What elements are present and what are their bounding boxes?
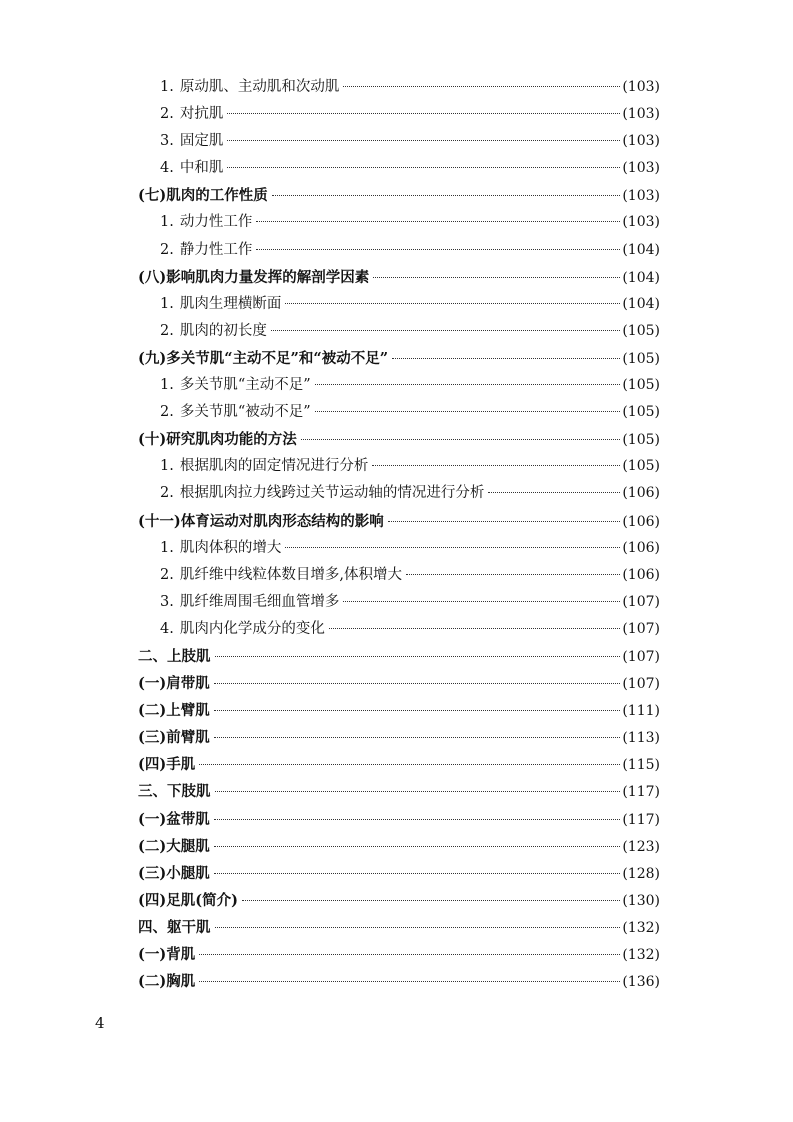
toc-entry[interactable] [138, 887, 660, 914]
toc-entry-page: (132) [622, 947, 660, 963]
toc-entry[interactable] [138, 724, 660, 751]
toc-entry-page: (105) [622, 432, 660, 449]
dot-leader [343, 86, 620, 87]
toc-entry[interactable] [138, 453, 660, 480]
toc-entry-page: (111) [622, 703, 660, 720]
toc-entry-number: 1. [160, 377, 174, 394]
toc-entry-page: (105) [622, 377, 660, 394]
dot-leader [199, 954, 620, 955]
toc-entry-page: (106) [622, 539, 660, 556]
toc-entry-title: 肌肉内化学成分的变化 [179, 620, 325, 637]
dot-leader [214, 737, 621, 738]
toc-entry-title: (十一)体育运动对肌肉形态结构的影响 [138, 512, 384, 530]
toc-entry-page: (105) [622, 322, 660, 339]
toc-entry-number: 4. [160, 160, 174, 177]
toc-entry[interactable] [138, 426, 660, 453]
toc-entry-page: (130) [622, 892, 660, 909]
toc-entry-page: (103) [622, 214, 660, 231]
toc-entry-page: (136) [622, 974, 660, 991]
dot-leader [215, 927, 621, 928]
toc-entry-title: (三)前臂肌 [138, 729, 210, 747]
toc-entry[interactable] [138, 968, 660, 995]
toc-entry-title: 中和肌 [179, 160, 224, 177]
toc-entry-title: 肌纤维周围毛细血管增多 [179, 593, 340, 610]
toc-entry[interactable] [138, 806, 660, 833]
dot-leader [227, 113, 620, 114]
dot-leader [315, 411, 621, 412]
toc-entry-title: (二)大腿肌 [138, 837, 210, 855]
toc-entry-number: 1. [160, 458, 174, 475]
toc-entry-title: (二)上臂肌 [138, 702, 210, 720]
dot-leader [392, 358, 620, 359]
toc-entry-title: 动力性工作 [179, 214, 253, 231]
toc-entry-title: 固定肌 [179, 133, 224, 150]
toc-entry-page: (103) [622, 160, 660, 177]
toc-entry[interactable] [138, 508, 660, 535]
toc-entry-title: 根据肌肉拉力线跨过关节运动轴的情况进行分析 [179, 485, 485, 502]
toc-entry-title: (八)影响肌肉力量发挥的解剖学因素 [138, 268, 370, 286]
toc-entry-title: 静力性工作 [179, 241, 253, 258]
dot-leader [214, 683, 621, 684]
toc-entry-title: 多关节肌“主动不足” [179, 377, 311, 394]
page-number: 4 [95, 1014, 105, 1032]
toc-entry-title: (九)多关节肌“主动不足”和“被动不足” [138, 349, 389, 367]
toc-entry-page: (128) [622, 865, 660, 882]
toc-entry[interactable] [138, 751, 660, 778]
toc-entry-page: (106) [622, 485, 660, 502]
toc-entry[interactable] [138, 562, 660, 589]
table-of-contents [138, 74, 660, 995]
toc-entry-page: (132) [622, 919, 660, 936]
toc-entry-title: (一)盆带肌 [138, 810, 210, 828]
toc-entry[interactable] [138, 101, 660, 128]
toc-entry-page: (103) [622, 106, 660, 123]
toc-entry-title: 四、躯干肌 [138, 918, 211, 936]
dot-leader [315, 384, 621, 385]
toc-entry-page: (117) [622, 784, 660, 801]
toc-entry-title: 对抗肌 [179, 106, 224, 123]
toc-entry-title: (七)肌肉的工作性质 [138, 187, 268, 205]
dot-leader [373, 277, 620, 278]
toc-entry-page: (107) [622, 676, 660, 693]
toc-entry-title: (十)研究肌肉功能的方法 [138, 431, 297, 449]
dot-leader [227, 167, 620, 168]
dot-leader [372, 465, 620, 466]
toc-entry[interactable] [138, 128, 660, 155]
dot-leader [199, 981, 620, 982]
toc-entry[interactable] [138, 318, 660, 345]
toc-entry[interactable] [138, 914, 660, 941]
toc-entry[interactable] [138, 616, 660, 643]
toc-entry-number: 3. [160, 593, 174, 610]
toc-entry-title: 肌肉的初长度 [179, 322, 267, 339]
dot-leader [488, 492, 620, 493]
toc-entry-title: (一)背肌 [138, 946, 196, 963]
dot-leader [215, 656, 621, 657]
toc-entry[interactable] [138, 697, 660, 724]
toc-entry-number: 2. [160, 106, 174, 123]
dot-leader [214, 846, 621, 847]
toc-entry-page: (103) [622, 133, 660, 150]
toc-entry[interactable] [138, 670, 660, 697]
toc-entry[interactable] [138, 237, 660, 264]
toc-entry[interactable] [138, 480, 660, 507]
toc-entry[interactable] [138, 74, 660, 101]
toc-entry-number: 1. [160, 214, 174, 231]
toc-entry-title: 二、上肢肌 [138, 647, 211, 665]
toc-entry[interactable] [138, 778, 660, 805]
toc-entry-page: (106) [622, 513, 660, 530]
toc-entry-number: 1. [160, 295, 174, 312]
dot-leader [227, 140, 620, 141]
toc-entry-page: (105) [622, 350, 660, 367]
toc-entry-page: (107) [622, 620, 660, 637]
toc-entry-number: 2. [160, 404, 174, 421]
toc-entry-title: (三)小腿肌 [138, 864, 210, 882]
dot-leader [343, 601, 620, 602]
toc-entry-page: (106) [622, 566, 660, 583]
toc-entry-title: 肌纤维中线粒体数目增多,体积增大 [179, 566, 402, 583]
toc-entry-page: (115) [622, 757, 660, 774]
toc-entry-page: (117) [622, 811, 660, 828]
toc-entry[interactable] [138, 589, 660, 616]
toc-entry-number: 2. [160, 485, 174, 502]
toc-entry-page: (107) [622, 593, 660, 610]
toc-entry[interactable] [138, 860, 660, 887]
toc-entry-number: 2. [160, 566, 174, 583]
toc-entry[interactable] [138, 345, 660, 372]
toc-entry[interactable] [138, 155, 660, 182]
dot-leader [271, 330, 621, 331]
dot-leader [406, 574, 620, 575]
dot-leader [329, 628, 621, 629]
toc-entry-number: 2. [160, 322, 174, 339]
toc-entry[interactable] [138, 182, 660, 209]
toc-entry[interactable] [138, 399, 660, 426]
toc-entry-page: (105) [622, 404, 660, 421]
toc-entry-page: (123) [622, 838, 660, 855]
dot-leader [215, 791, 621, 792]
toc-entry-page: (104) [622, 269, 660, 286]
toc-entry-number: 4. [160, 620, 174, 637]
toc-entry-page: (103) [622, 188, 660, 205]
toc-entry-title: 肌肉体积的增大 [179, 539, 282, 556]
dot-leader [388, 521, 621, 522]
toc-entry-number: 3. [160, 133, 174, 150]
toc-entry-title: 原动肌、主动肌和次动肌 [179, 79, 340, 95]
toc-entry[interactable] [138, 291, 660, 318]
toc-entry[interactable] [138, 941, 660, 968]
toc-entry-number: 2. [160, 241, 174, 258]
dot-leader [214, 873, 621, 874]
toc-entry-title: (一)肩带肌 [138, 675, 210, 693]
dot-leader [242, 900, 620, 901]
toc-entry-title: 三、下肢肌 [138, 783, 211, 801]
toc-entry-page: (113) [622, 730, 660, 747]
toc-entry[interactable] [138, 372, 660, 399]
dot-leader [214, 819, 621, 820]
toc-entry-title: 根据肌肉的固定情况进行分析 [179, 458, 369, 475]
toc-entry-number: 1. [160, 539, 174, 556]
dot-leader [301, 439, 621, 440]
dot-leader [256, 249, 620, 250]
toc-entry-page: (105) [622, 458, 660, 475]
toc-entry-title: 肌肉生理横断面 [179, 295, 282, 312]
toc-entry-page: (104) [622, 241, 660, 258]
toc-entry-title: (四)足肌(简介) [138, 891, 238, 909]
dot-leader [214, 710, 621, 711]
dot-leader [272, 195, 621, 196]
toc-entry-number: 1. [160, 79, 174, 95]
toc-entry[interactable] [138, 833, 660, 860]
dot-leader [285, 303, 620, 304]
toc-entry-page: (103) [622, 79, 660, 95]
toc-entry-title: (二)胸肌 [138, 973, 196, 991]
toc-entry[interactable] [138, 209, 660, 236]
toc-entry-page: (104) [622, 295, 660, 312]
toc-entry[interactable] [138, 264, 660, 291]
dot-leader [199, 764, 620, 765]
toc-entry[interactable] [138, 643, 660, 670]
toc-entry-title: (四)手肌 [138, 756, 196, 774]
dot-leader [285, 547, 620, 548]
toc-entry-page: (107) [622, 648, 660, 665]
toc-entry-title: 多关节肌“被动不足” [179, 404, 311, 421]
toc-entry[interactable] [138, 535, 660, 562]
dot-leader [256, 221, 620, 222]
